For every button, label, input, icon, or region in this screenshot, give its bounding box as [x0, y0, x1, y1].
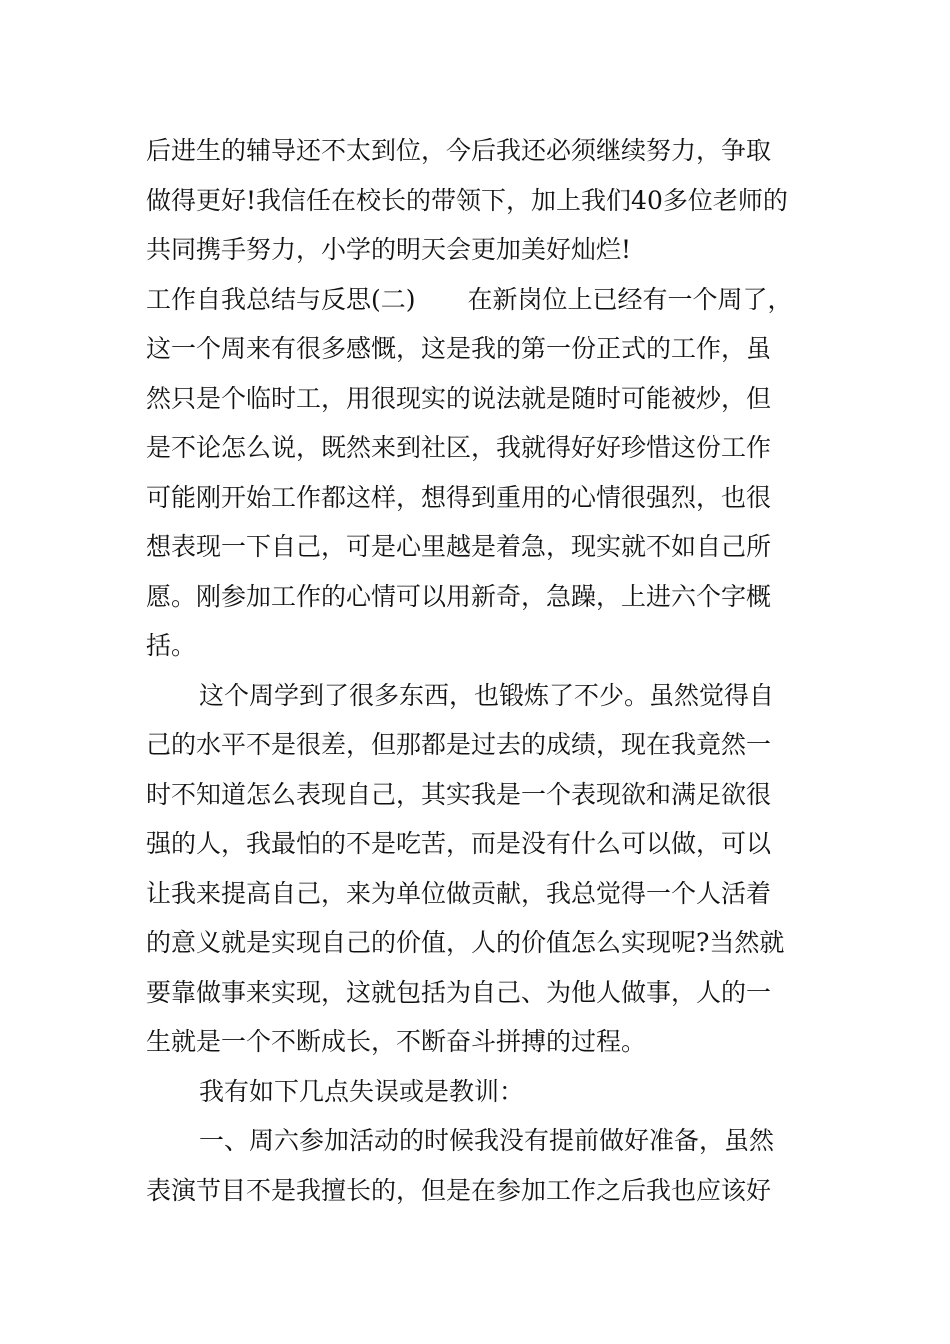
text-line: 要靠做事来实现，这就包括为自己、为他人做事，人的一: [146, 977, 772, 1007]
text-line: 强的人，我最怕的不是吃苦，而是没有什么可以做，可以: [146, 829, 772, 858]
paragraph-first-line: 我有如下几点失误或是教训：: [199, 1076, 525, 1106]
text-line: 括。: [146, 631, 197, 660]
text-line: 生就是一个不断成长，不断奋斗拼搏的过程。: [146, 1027, 647, 1056]
text-line: 时不知道怎么表现自己，其实我是一个表现欲和满足欲很: [146, 779, 772, 809]
document-body: [146, 126, 836, 1215]
text-segment: 在新岗位上已经有一个周了，: [467, 284, 793, 314]
text-line: 想表现一下自己，可是心里越是着急，现实就不如自己所: [146, 532, 772, 561]
text-line: 愿。刚参加工作的心情可以用新奇，急躁，上进六个字概: [146, 581, 772, 611]
text-line: 可能刚开始工作都这样，想得到重用的心情很强烈，也很: [146, 482, 772, 512]
text-line: 是不论怎么说，既然来到社区，我就得好好珍惜这份工作: [146, 433, 772, 462]
text-line: 让我来提高自己，来为单位做贡献，我总觉得一个人活着: [146, 878, 772, 908]
text-line: 这一个周来有很多感慨，这是我的第一份正式的工作，虽: [146, 334, 772, 363]
paragraph-first-line: 这个周学到了很多东西，也锻炼了不少。虽然觉得自: [199, 680, 775, 710]
text-line: 己的水平不是很差，但那都是过去的成绩，现在我竟然一: [146, 730, 772, 759]
text-line: 后进生的辅导还不太到位，今后我还必须继续努力，争取: [146, 136, 772, 165]
text-line: 表演节目不是我擅长的，但是在参加工作之后我也应该好: [146, 1175, 772, 1205]
text-line: 共同携手努力，小学的明天会更加美好灿烂!: [146, 235, 632, 264]
paragraph-first-line: 一、周六参加活动的时候我没有提前做好准备，虽然: [199, 1126, 775, 1155]
text-line: 的意义就是实现自己的价值，人的价值怎么实现呢?当然就: [146, 928, 785, 957]
section-heading: 工作自我总结与反思(二): [146, 284, 416, 314]
text-line: 做得更好!我信任在校长的带领下，加上我们40多位老师的: [146, 185, 788, 215]
text-line: 然只是个临时工，用很现实的说法就是随时可能被炒，但: [146, 383, 772, 413]
section-heading-line: [146, 275, 836, 325]
